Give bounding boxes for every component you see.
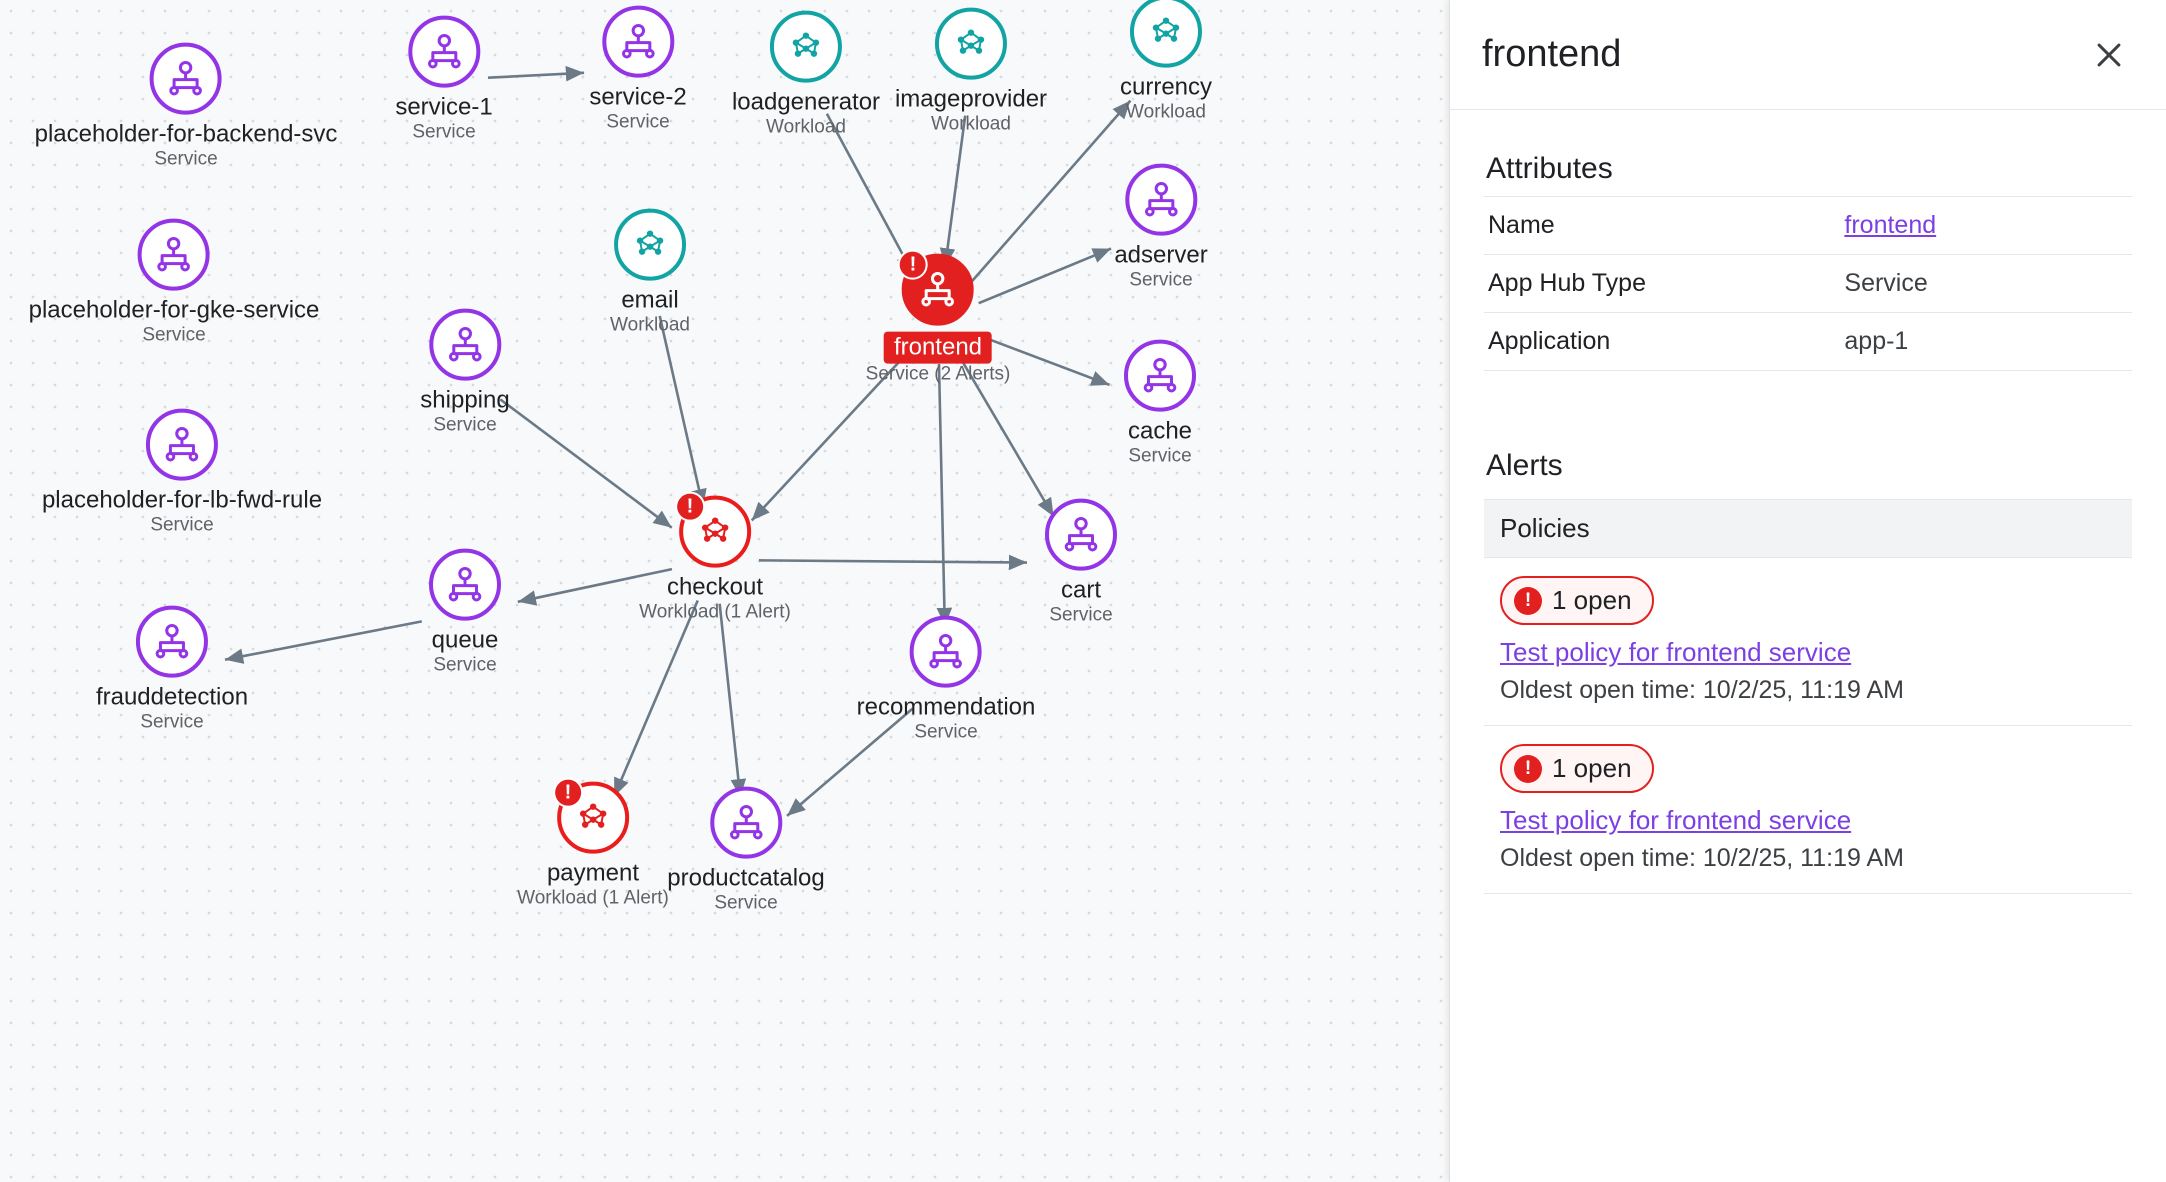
node-icon-email bbox=[614, 209, 686, 281]
node-icon-frauddetection bbox=[136, 606, 208, 678]
node-labels bbox=[517, 860, 669, 911]
graph-node-payment[interactable] bbox=[517, 782, 669, 911]
node-subtitle: Service bbox=[140, 711, 204, 733]
node-title: productcatalog bbox=[667, 864, 825, 892]
node-icon-cart bbox=[1045, 499, 1117, 571]
node-subtitle: Workload bbox=[1126, 101, 1206, 123]
node-title: checkout bbox=[666, 573, 764, 601]
node-icon-queue bbox=[429, 549, 501, 621]
node-title: service-2 bbox=[589, 83, 687, 111]
graph-node-productcatalog[interactable] bbox=[667, 787, 824, 916]
alert-row bbox=[1484, 557, 2132, 725]
panel-body bbox=[1450, 110, 2166, 894]
node-icon-service-1 bbox=[408, 16, 480, 88]
node-subtitle: Service bbox=[150, 514, 214, 536]
graph-node-email[interactable] bbox=[610, 209, 690, 338]
graph-node-recommendation[interactable] bbox=[857, 616, 1036, 745]
node-labels bbox=[96, 684, 248, 735]
status-badge[interactable] bbox=[1500, 744, 1654, 793]
graph-edge bbox=[614, 600, 698, 796]
attribute-key: Application bbox=[1488, 327, 1611, 355]
node-title: email bbox=[621, 286, 679, 314]
attribute-value-cell bbox=[1840, 255, 2132, 313]
alerts-heading: Alerts bbox=[1486, 449, 1563, 482]
policies-header: Policies bbox=[1484, 499, 2132, 557]
details-side-panel bbox=[1449, 0, 2166, 1182]
node-icon-adserver bbox=[1125, 164, 1197, 236]
node-icon-checkout bbox=[679, 496, 751, 568]
graph-node-placeholder-backend[interactable] bbox=[35, 43, 338, 172]
node-labels bbox=[1114, 242, 1207, 293]
attribute-row bbox=[1484, 197, 2132, 255]
node-subtitle: Service bbox=[142, 324, 206, 346]
node-subtitle: Service bbox=[914, 721, 978, 743]
node-labels bbox=[1120, 74, 1212, 125]
attribute-row bbox=[1484, 313, 2132, 371]
graph-node-service-1[interactable] bbox=[395, 16, 492, 145]
node-labels bbox=[420, 387, 509, 438]
node-labels bbox=[857, 694, 1036, 745]
node-labels bbox=[29, 297, 320, 348]
node-title: frauddetection bbox=[95, 683, 249, 711]
node-labels bbox=[42, 487, 322, 538]
node-labels bbox=[589, 84, 686, 135]
node-title: cache bbox=[1127, 417, 1193, 445]
status-badge[interactable] bbox=[1500, 576, 1654, 625]
node-labels bbox=[432, 627, 499, 678]
graph-edge bbox=[660, 316, 703, 507]
alert-count-label: 1 open bbox=[1552, 585, 1632, 615]
graph-node-frontend[interactable] bbox=[866, 254, 1011, 387]
graph-node-adserver[interactable] bbox=[1114, 164, 1207, 293]
node-labels bbox=[610, 287, 690, 338]
graph-node-shipping[interactable] bbox=[420, 309, 509, 438]
attribute-value-cell bbox=[1840, 313, 2132, 371]
node-icon-loadgenerator bbox=[770, 11, 842, 83]
node-labels bbox=[895, 86, 1047, 137]
graph-edge bbox=[759, 560, 1027, 562]
node-title: placeholder-for-lb-fwd-rule bbox=[41, 486, 323, 514]
node-labels bbox=[35, 121, 338, 172]
node-subtitle: Service bbox=[1129, 269, 1193, 291]
node-icon-currency bbox=[1130, 0, 1202, 68]
close-icon[interactable] bbox=[2086, 32, 2132, 78]
graph-edge bbox=[225, 621, 422, 659]
attribute-value: Service bbox=[1844, 269, 1928, 297]
node-subtitle: Service bbox=[433, 414, 497, 436]
graph-node-checkout[interactable] bbox=[639, 496, 791, 625]
alert-count-label: 1 open bbox=[1552, 753, 1632, 783]
policy-link[interactable]: Test policy for frontend service bbox=[1500, 805, 1852, 835]
graph-node-cart[interactable] bbox=[1045, 499, 1117, 628]
node-icon-imageprovider bbox=[935, 8, 1007, 80]
node-title: cart bbox=[1060, 576, 1101, 604]
node-title: imageprovider bbox=[894, 85, 1048, 113]
page-title: frontend bbox=[1482, 33, 1622, 75]
graph-node-cache[interactable] bbox=[1124, 340, 1196, 469]
node-subtitle: Workload (1 Alert) bbox=[639, 601, 791, 623]
graph-edge bbox=[939, 364, 945, 626]
alert-badge-icon: ! bbox=[553, 778, 583, 808]
graph-edge bbox=[720, 604, 741, 798]
graph-edge bbox=[945, 116, 965, 267]
graph-node-queue[interactable] bbox=[429, 549, 501, 678]
node-subtitle: Service bbox=[412, 121, 476, 143]
node-icon-payment bbox=[557, 782, 629, 854]
node-title: recommendation bbox=[856, 693, 1036, 721]
node-subtitle: Service bbox=[433, 654, 497, 676]
node-title: placeholder-for-backend-svc bbox=[34, 120, 338, 148]
node-subtitle: Workload bbox=[766, 116, 846, 138]
node-labels bbox=[866, 332, 1011, 387]
node-icon-productcatalog bbox=[710, 787, 782, 859]
alert-icon: ! bbox=[1514, 587, 1542, 615]
node-subtitle: Service bbox=[606, 111, 670, 133]
graph-edge bbox=[488, 73, 584, 78]
node-title: adserver bbox=[1114, 241, 1208, 269]
alerts-section bbox=[1484, 449, 2132, 894]
node-icon-service-2 bbox=[602, 6, 674, 78]
node-icon-placeholder-lb bbox=[146, 409, 218, 481]
node-labels bbox=[395, 94, 492, 145]
attribute-value-cell bbox=[1840, 197, 2132, 255]
graph-node-loadgenerator[interactable] bbox=[732, 11, 880, 140]
node-title: currency bbox=[1119, 73, 1213, 101]
node-icon-shipping bbox=[429, 309, 501, 381]
alert-badge-icon: ! bbox=[898, 250, 928, 280]
policy-oldest-open-time: Oldest open time: 10/2/25, 11:19 AM bbox=[1500, 844, 1904, 872]
node-labels bbox=[732, 89, 880, 140]
graph-node-placeholder-lb[interactable] bbox=[42, 409, 322, 538]
graph-node-placeholder-gke[interactable] bbox=[29, 219, 320, 348]
node-subtitle: Service bbox=[154, 148, 218, 170]
node-subtitle: Service bbox=[1128, 445, 1192, 467]
attribute-row bbox=[1484, 255, 2132, 313]
panel-header bbox=[1450, 0, 2166, 110]
alert-badge-icon: ! bbox=[675, 492, 705, 522]
graph-node-currency[interactable] bbox=[1120, 0, 1212, 124]
node-subtitle: Workload bbox=[610, 314, 690, 336]
graph-node-service-2[interactable] bbox=[589, 6, 686, 135]
node-title: loadgenerator bbox=[731, 88, 881, 116]
node-title: queue bbox=[431, 626, 499, 654]
graph-node-imageprovider[interactable] bbox=[895, 8, 1047, 137]
node-icon-cache bbox=[1124, 340, 1196, 412]
node-subtitle: Service bbox=[714, 892, 778, 914]
attribute-key: Name bbox=[1488, 211, 1555, 239]
attribute-value: app-1 bbox=[1844, 327, 1909, 355]
node-subtitle: Workload (1 Alert) bbox=[517, 887, 669, 909]
alert-row bbox=[1484, 725, 2132, 894]
node-title: frontend bbox=[884, 332, 992, 364]
node-subtitle: Service (2 Alerts) bbox=[865, 363, 1011, 385]
node-labels bbox=[639, 574, 791, 625]
node-title: service-1 bbox=[395, 93, 493, 121]
graph-node-frauddetection[interactable] bbox=[96, 606, 248, 735]
node-icon-frontend bbox=[902, 254, 974, 326]
node-labels bbox=[667, 865, 824, 916]
node-title: placeholder-for-gke-service bbox=[28, 296, 320, 324]
policy-oldest-open-time: Oldest open time: 10/2/25, 11:19 AM bbox=[1500, 676, 1904, 704]
alerts-list bbox=[1484, 557, 2132, 894]
node-subtitle: Service bbox=[1049, 604, 1113, 626]
attribute-key: App Hub Type bbox=[1488, 269, 1646, 297]
policy-link[interactable]: Test policy for frontend service bbox=[1500, 637, 1852, 667]
node-labels bbox=[1049, 577, 1112, 628]
node-labels bbox=[1128, 418, 1192, 469]
node-icon-recommendation bbox=[910, 616, 982, 688]
attributes-heading: Attributes bbox=[1486, 152, 1613, 185]
node-icon-placeholder-gke bbox=[138, 219, 210, 291]
alert-icon: ! bbox=[1514, 755, 1542, 783]
node-icon-placeholder-backend bbox=[150, 43, 222, 115]
node-subtitle: Workload bbox=[931, 113, 1011, 135]
attribute-value-link[interactable]: frontend bbox=[1844, 211, 1937, 239]
node-title: shipping bbox=[420, 386, 510, 414]
attributes-table bbox=[1484, 196, 2132, 371]
node-title: payment bbox=[546, 859, 640, 887]
